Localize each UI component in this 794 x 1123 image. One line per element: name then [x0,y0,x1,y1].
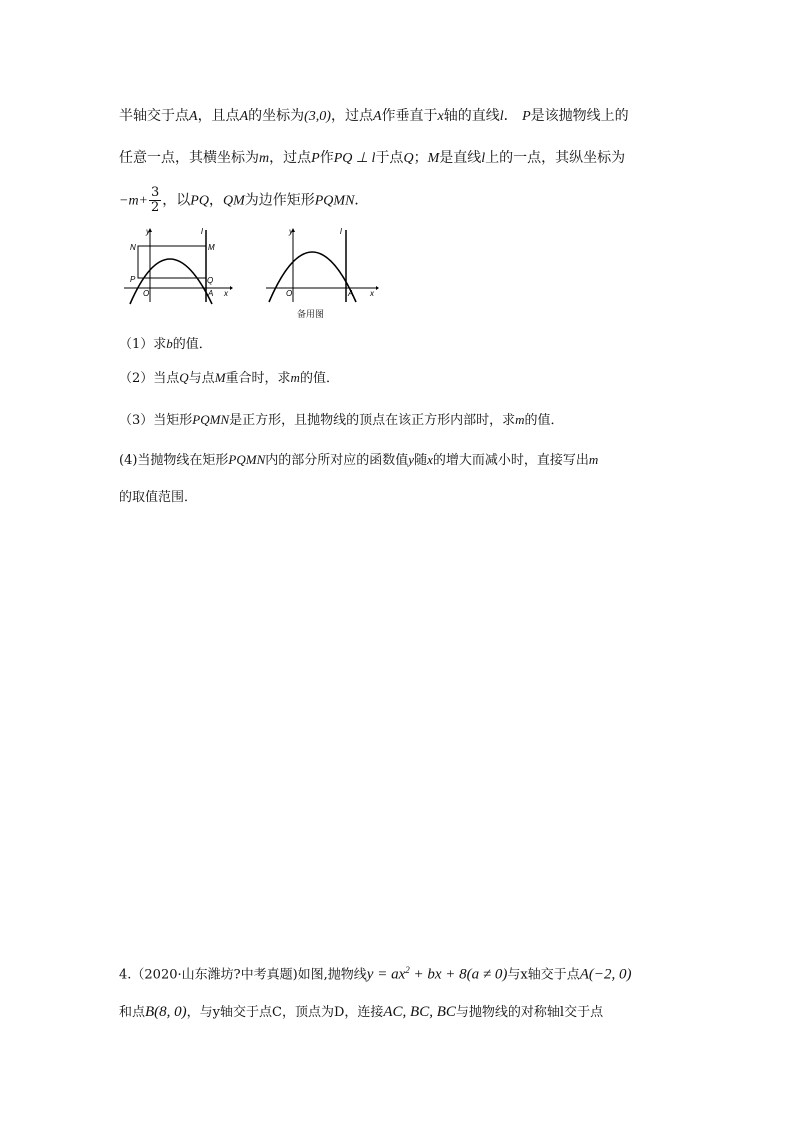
math-l: l [481,151,486,166]
text: 为边作矩形 [244,192,315,209]
math-point-B: B(8, 0) [145,1004,187,1020]
question-3 [119,410,564,431]
math-P: P [522,109,531,124]
math-A: A [189,109,198,124]
label-O: O [143,289,150,298]
math-b: b [166,336,173,351]
text: 重合时，求 [225,371,291,386]
math-segments: AC, BC, BC [383,1004,456,1020]
problem4-line2 [119,1002,603,1023]
math-PQMN: PQMN [314,193,355,209]
text: 任意一点，其横坐标为 [119,150,259,166]
math-A: A [239,109,249,124]
math-perpendicular: PQ ⊥ l [333,151,376,166]
math-P: P [311,151,320,166]
label-A: A [348,289,354,298]
math-coordinate: (3,0) [304,109,331,124]
problem3-line3 [119,186,368,215]
math-x: x [437,109,444,124]
text: 于点 [375,150,404,166]
text: ． [503,108,518,124]
text: 作 [319,150,334,166]
label-M: M [208,243,215,252]
math-l: l [499,109,504,124]
label-y: y [146,227,150,236]
text: ，以 [162,192,191,209]
text: ． [354,192,369,209]
text: 和点 [119,1005,146,1020]
math-m: m [259,151,270,166]
text: 与x轴交于点 [507,967,580,983]
text: ； [413,150,428,166]
label-l: l [340,227,342,236]
text: ， [208,192,223,209]
label-l: l [201,227,203,236]
problem3-line1 [119,106,629,127]
math-m: m [290,370,300,385]
text: 的值． [299,371,339,386]
math-m: m [515,412,525,427]
question-1 [119,334,212,355]
text: ，与y轴交于点C，顶点为D，连接 [186,1005,384,1020]
text: 的值． [524,413,564,428]
fraction-numerator: 3 [151,185,160,200]
text: 是该抛物线上的 [530,108,629,124]
text: 上的一点，其纵坐标为 [485,150,626,166]
math-M: M [214,370,226,385]
math-neg-m: −m+ [119,193,149,209]
problem3-line2 [119,148,625,169]
text: 半轴交于点 [119,108,189,124]
fraction-denominator: 2 [151,200,160,215]
x-axis-arrow-icon [376,286,379,290]
math-PQ: PQ [190,193,209,209]
math-equation: y = ax [366,966,406,983]
label-Q: Q [207,276,214,285]
label-O: O [286,289,293,298]
text: 是正方形，且抛物线的顶点在该正方形内部时，求 [229,413,516,428]
figure-2-backup-diagram [264,226,382,306]
math-m: m [588,452,599,467]
math-M: M [427,151,440,166]
text: 与点 [188,371,215,386]
label-P: P [130,275,136,284]
math-y: y [408,452,415,467]
problem4-line1 [119,960,631,985]
math-x: x [427,452,433,467]
text: 的值． [172,337,212,352]
text: （2）当点 [119,371,180,386]
label-x: x [224,289,228,298]
math-QM: QM [222,193,245,209]
fraction [149,186,161,215]
parabola [269,252,356,302]
math-PQMN: PQMN [192,412,230,427]
text: 作垂直于 [381,108,438,124]
text: 4.（2020·山东潍坊?中考真题)如图,抛物线 [119,967,367,983]
question-4-line1 [119,450,598,471]
figure-caption: 备用图 [297,309,325,319]
text: 是直线 [439,150,482,166]
text: 的坐标为 [248,108,305,124]
question-2 [119,368,339,389]
text: （1）求 [119,337,167,352]
text: ，过点 [330,108,373,124]
text: ，且点 [197,108,240,124]
math-equation: + bx + 8(a ≠ 0) [409,966,508,983]
text: (4)当抛物线在矩形 [119,453,229,468]
math-exponent: 2 [405,965,410,975]
label-N: N [130,243,136,252]
x-axis-arrow-icon [230,286,233,290]
math-PQMN: PQMN [228,452,266,467]
figure-1-parabola-rectangle [122,226,234,306]
text: 与抛物线的对称轴l交于点 [455,1005,604,1020]
math-Q: Q [403,151,414,166]
text: ，过点 [269,150,312,166]
question-4-line2: 的取值范围． [119,490,198,505]
math-Q: Q [179,370,189,385]
text: 内的部分所对应的函数值 [265,453,409,468]
text: （3）当矩形 [119,413,193,428]
math-A: A [372,109,382,124]
label-A: A [208,289,214,298]
math-point-A: A(−2, 0) [579,966,632,983]
label-x: x [370,289,374,298]
label-y: y [289,227,293,236]
text: 的增大而减小时，直接写出 [432,453,589,468]
text: 随 [414,453,428,468]
text: 轴的直线 [443,108,500,124]
